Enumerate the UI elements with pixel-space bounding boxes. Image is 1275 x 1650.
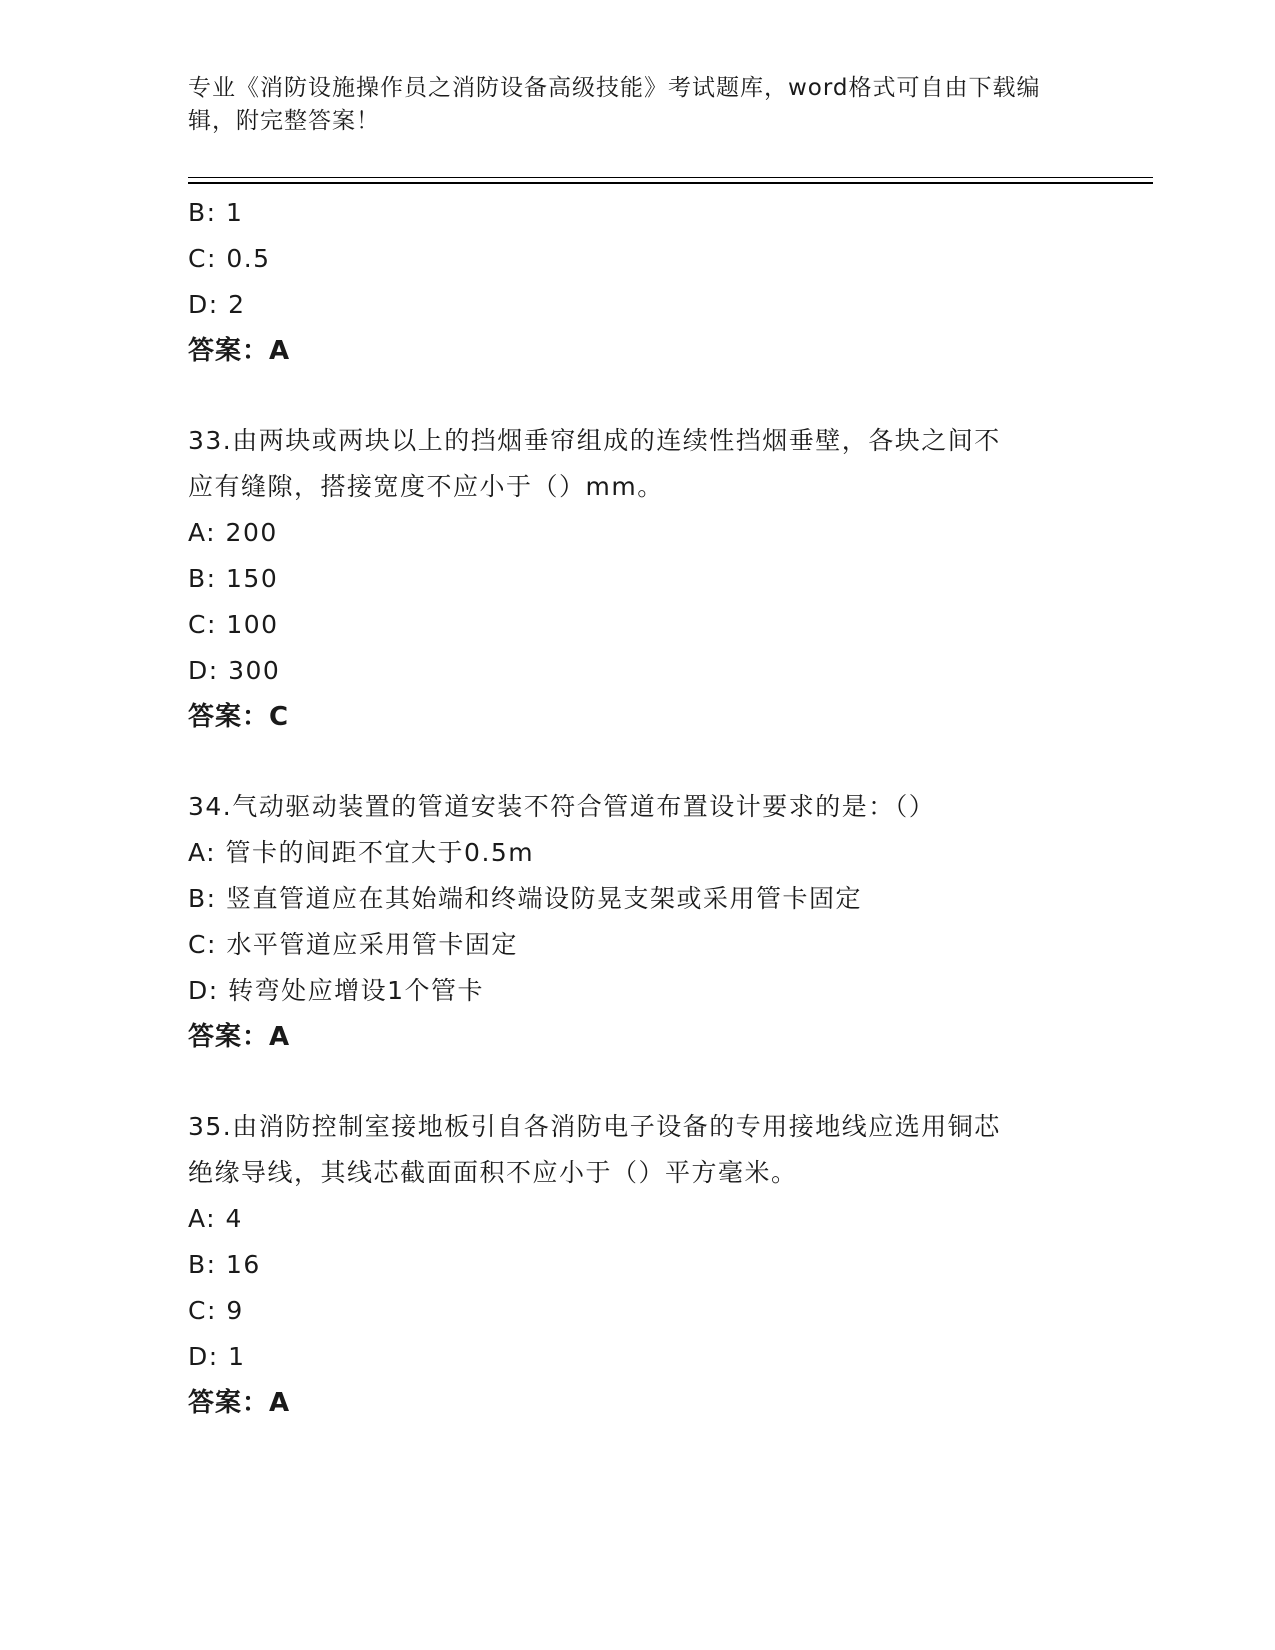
answer-label: 答案：A: [188, 1388, 291, 1418]
option-b: B: 16: [188, 1250, 261, 1279]
document-body: [188, 190, 1088, 1426]
option-b: B: 1: [188, 198, 244, 227]
header-line-1: 专业《消防设施操作员之消防设备高级技能》考试题库，word格式可自由下载编: [188, 75, 1041, 101]
question-block-32: [188, 190, 1088, 374]
question-text-line-1: 34.气动驱动装置的管道安装不符合管道布置设计要求的是：（）: [188, 792, 936, 821]
answer-label: 答案：C: [188, 702, 290, 732]
question-text-line-2: 应有缝隙，搭接宽度不应小于（）mm。: [188, 472, 664, 501]
option-a: A: 4: [188, 1204, 243, 1233]
header-rule-thick: [188, 182, 1153, 184]
header-line-2: 辑，附完整答案！: [188, 108, 380, 134]
option-a: A: 200: [188, 518, 278, 547]
option-d: D: 转弯处应增设1个管卡: [188, 976, 485, 1005]
header-rule-thin: [188, 177, 1153, 178]
document-header: [188, 72, 1088, 138]
answer-label: 答案：A: [188, 336, 291, 366]
question-text-line-2: 绝缘导线，其线芯截面面积不应小于（）平方毫米。: [188, 1158, 798, 1187]
option-c: C: 9: [188, 1296, 244, 1325]
question-block-33: [188, 418, 1088, 740]
option-b: B: 竖直管道应在其始端和终端设防晃支架或采用管卡固定: [188, 884, 863, 913]
question-block-35: [188, 1104, 1088, 1426]
question-text-line-1: 35.由消防控制室接地板引自各消防电子设备的专用接地线应选用铜芯: [188, 1112, 1001, 1141]
option-c: C: 0.5: [188, 244, 271, 273]
option-d: D: 1: [188, 1342, 246, 1371]
option-a: A: 管卡的间距不宜大于0.5m: [188, 838, 535, 867]
option-d: D: 2: [188, 290, 246, 319]
question-block-34: [188, 784, 1088, 1060]
option-c: C: 水平管道应采用管卡固定: [188, 930, 518, 959]
question-text-line-1: 33.由两块或两块以上的挡烟垂帘组成的连续性挡烟垂壁，各块之间不: [188, 426, 1001, 455]
answer-label: 答案：A: [188, 1022, 291, 1052]
option-d: D: 300: [188, 656, 281, 685]
option-b: B: 150: [188, 564, 279, 593]
option-c: C: 100: [188, 610, 279, 639]
